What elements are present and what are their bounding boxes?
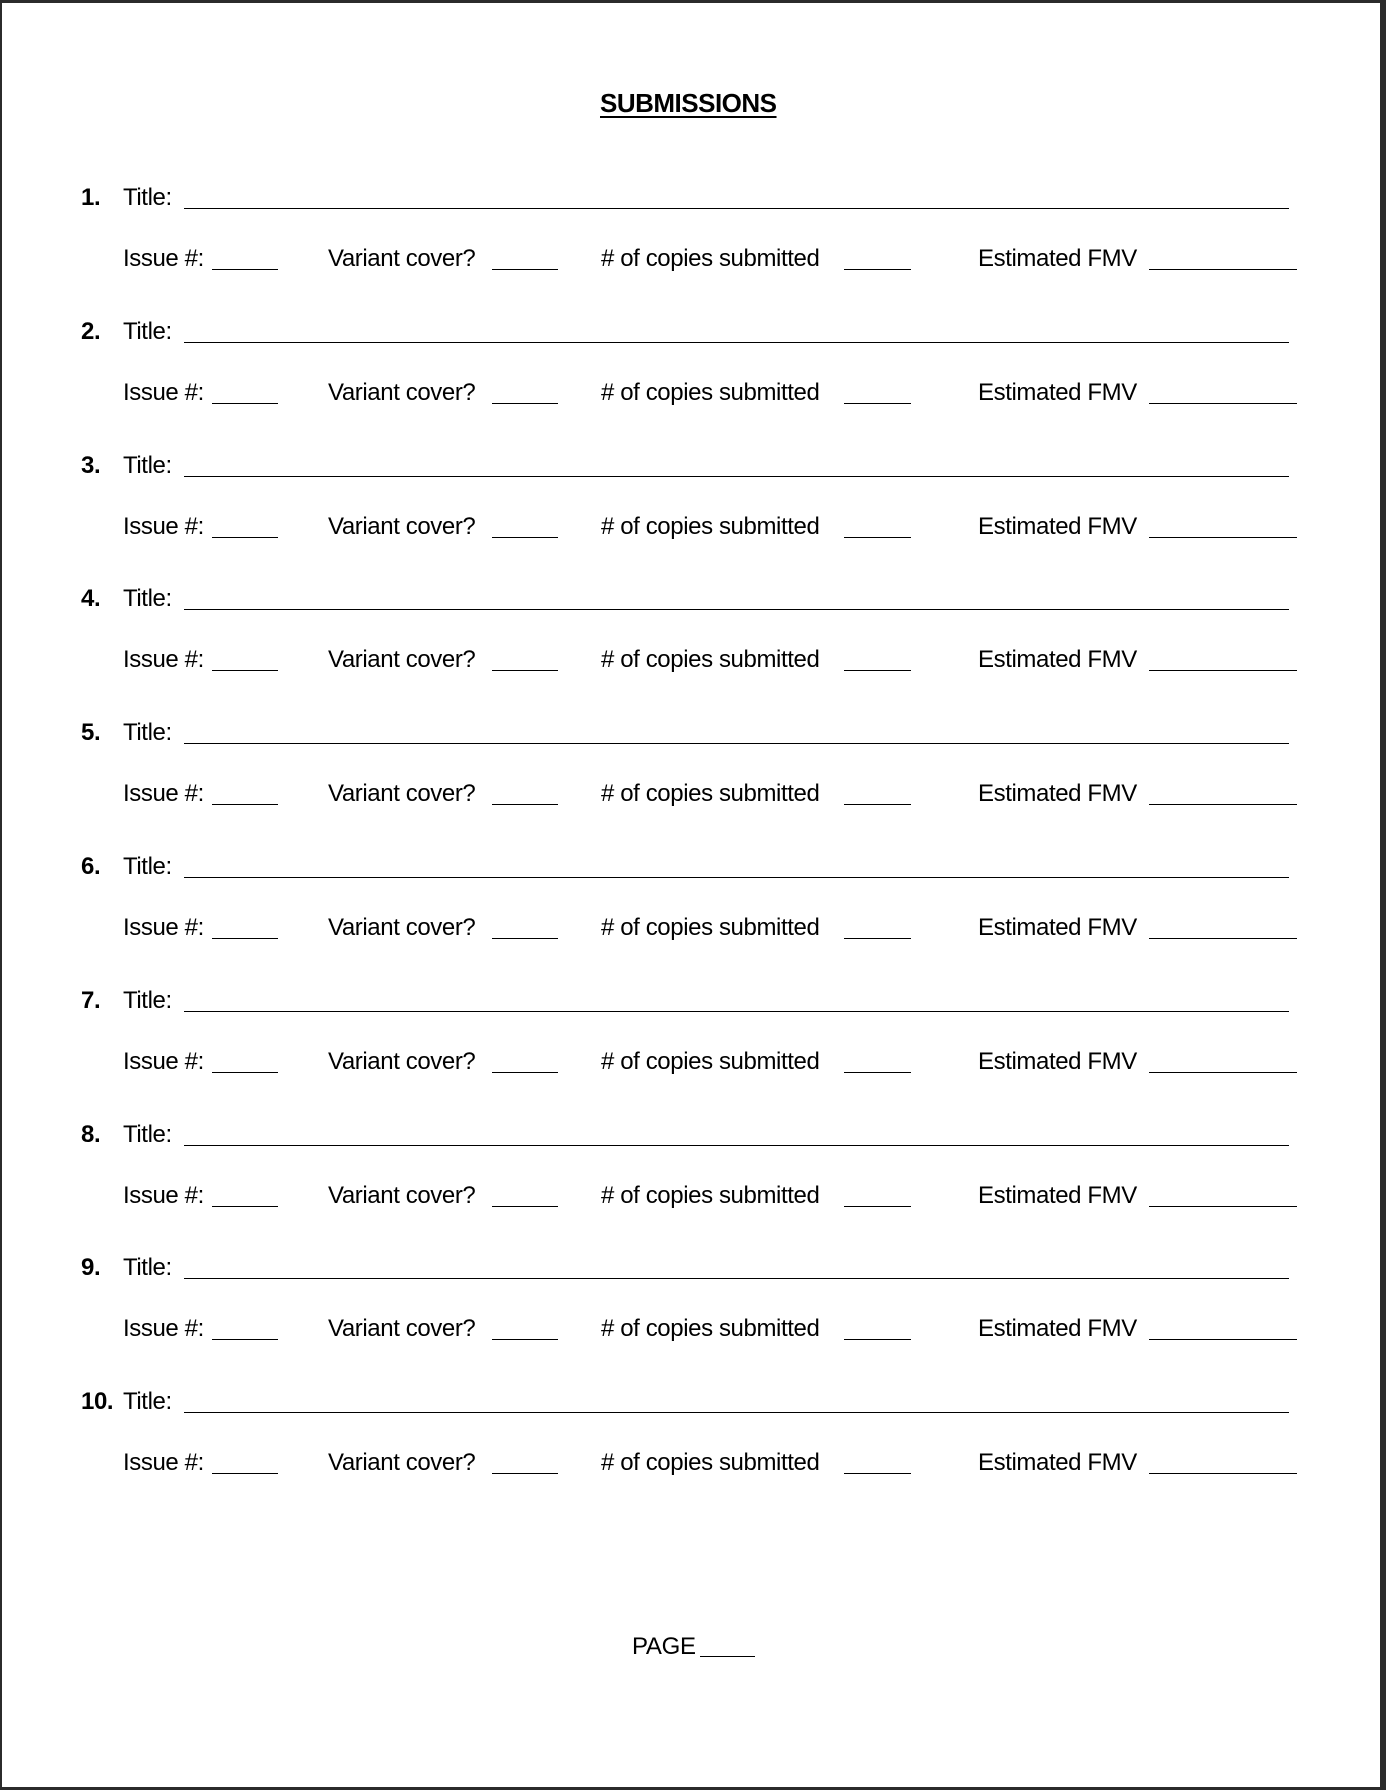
variant-label: Variant cover? [328, 914, 476, 941]
issue-field[interactable] [212, 403, 278, 404]
variant-label: Variant cover? [328, 1047, 476, 1075]
title-label: Title: [123, 1388, 172, 1416]
copies-label: # of copies submitted [601, 646, 820, 674]
variant-label: Variant cover? [328, 245, 476, 272]
page-title: SUBMISSIONS [600, 88, 777, 118]
fmv-label: Estimated FMV [978, 914, 1137, 941]
submission-item [0, 855, 1386, 989]
fmv-field[interactable] [1149, 670, 1297, 671]
copies-label: # of copies submitted [601, 780, 820, 808]
item-number: 10. [81, 1388, 114, 1416]
item-number: 4. [81, 585, 101, 613]
title-field[interactable] [184, 609, 1289, 610]
copies-field[interactable] [844, 1206, 911, 1207]
copies-label: # of copies submitted [601, 1449, 820, 1477]
copies-field[interactable] [844, 1072, 911, 1073]
fmv-field[interactable] [1149, 1072, 1297, 1073]
issue-field[interactable] [212, 804, 278, 805]
fmv-field[interactable] [1149, 938, 1297, 939]
issue-field[interactable] [212, 938, 278, 939]
copies-field[interactable] [844, 1473, 911, 1474]
title-field[interactable] [184, 1011, 1289, 1012]
fmv-field[interactable] [1149, 1473, 1297, 1474]
title-label: Title: [123, 853, 172, 880]
variant-field[interactable] [492, 1473, 558, 1474]
title-field[interactable] [184, 743, 1289, 744]
fmv-label: Estimated FMV [978, 1181, 1137, 1209]
issue-label: Issue #: [123, 1047, 204, 1075]
issue-label: Issue #: [123, 1181, 204, 1209]
title-label: Title: [123, 184, 172, 211]
fmv-label: Estimated FMV [978, 245, 1137, 272]
fmv-label: Estimated FMV [978, 1047, 1137, 1075]
issue-label: Issue #: [123, 646, 204, 674]
title-label: Title: [123, 1254, 172, 1282]
title-field[interactable] [184, 476, 1289, 477]
copies-label: # of copies submitted [601, 1315, 820, 1343]
variant-field[interactable] [492, 537, 558, 538]
copies-field[interactable] [844, 1339, 911, 1340]
fmv-field[interactable] [1149, 403, 1297, 404]
variant-label: Variant cover? [328, 1181, 476, 1209]
title-label: Title: [123, 317, 172, 345]
page-number-field[interactable] [700, 1656, 755, 1657]
fmv-field[interactable] [1149, 1206, 1297, 1207]
variant-field[interactable] [492, 403, 558, 404]
item-number: 2. [81, 317, 101, 345]
title-field[interactable] [184, 1145, 1289, 1146]
variant-field[interactable] [492, 1339, 558, 1340]
variant-label: Variant cover? [328, 378, 476, 406]
fmv-label: Estimated FMV [978, 512, 1137, 540]
fmv-field[interactable] [1149, 1339, 1297, 1340]
issue-label: Issue #: [123, 1315, 204, 1343]
submission-item [0, 1256, 1386, 1390]
item-number: 9. [81, 1254, 101, 1282]
fmv-label: Estimated FMV [978, 378, 1137, 406]
item-number: 7. [81, 986, 101, 1014]
issue-label: Issue #: [123, 378, 204, 406]
fmv-label: Estimated FMV [978, 646, 1137, 674]
issue-label: Issue #: [123, 512, 204, 540]
variant-field[interactable] [492, 670, 558, 671]
copies-field[interactable] [844, 804, 911, 805]
issue-field[interactable] [212, 1206, 278, 1207]
submission-item [0, 451, 1386, 588]
fmv-label: Estimated FMV [978, 1449, 1137, 1477]
variant-label: Variant cover? [328, 780, 476, 808]
item-number: 3. [81, 451, 101, 479]
variant-field[interactable] [492, 1072, 558, 1073]
copies-label: # of copies submitted [601, 245, 820, 272]
variant-label: Variant cover? [328, 646, 476, 674]
variant-label: Variant cover? [328, 1449, 476, 1477]
copies-field[interactable] [844, 938, 911, 939]
issue-field[interactable] [212, 1072, 278, 1073]
submission-item [0, 186, 1386, 320]
submission-item [0, 587, 1386, 721]
fmv-field[interactable] [1149, 269, 1297, 270]
issue-field[interactable] [212, 1473, 278, 1474]
issue-field[interactable] [212, 269, 278, 270]
copies-label: # of copies submitted [601, 378, 820, 406]
copies-label: # of copies submitted [601, 1047, 820, 1075]
issue-field[interactable] [212, 537, 278, 538]
item-number: 1. [81, 184, 101, 211]
copies-field[interactable] [844, 670, 911, 671]
title-label: Title: [123, 1120, 172, 1148]
copies-field[interactable] [844, 537, 911, 538]
variant-field[interactable] [492, 804, 558, 805]
title-field[interactable] [184, 342, 1289, 343]
fmv-label: Estimated FMV [978, 780, 1137, 808]
variant-field[interactable] [492, 269, 558, 270]
title-label: Title: [123, 451, 172, 479]
submission-item [0, 1120, 1386, 1257]
variant-label: Variant cover? [328, 1315, 476, 1343]
variant-field[interactable] [492, 938, 558, 939]
submission-item [0, 986, 1386, 1123]
submission-item [0, 721, 1386, 855]
submission-item [0, 1390, 1386, 1524]
submission-item [0, 317, 1386, 454]
issue-label: Issue #: [123, 245, 204, 272]
issue-label: Issue #: [123, 1449, 204, 1477]
copies-label: # of copies submitted [601, 512, 820, 540]
title-field[interactable] [184, 1412, 1289, 1413]
variant-label: Variant cover? [328, 512, 476, 540]
copies-label: # of copies submitted [601, 914, 820, 941]
issue-field[interactable] [212, 670, 278, 671]
fmv-field[interactable] [1149, 537, 1297, 538]
copies-label: # of copies submitted [601, 1181, 820, 1209]
issue-field[interactable] [212, 1339, 278, 1340]
item-number: 8. [81, 1120, 101, 1148]
copies-field[interactable] [844, 269, 911, 270]
issue-label: Issue #: [123, 780, 204, 808]
title-field[interactable] [184, 208, 1289, 209]
issue-label: Issue #: [123, 914, 204, 941]
item-number: 5. [81, 719, 101, 747]
title-label: Title: [123, 986, 172, 1014]
fmv-field[interactable] [1149, 804, 1297, 805]
title-label: Title: [123, 585, 172, 613]
variant-field[interactable] [492, 1206, 558, 1207]
item-number: 6. [81, 853, 101, 880]
fmv-label: Estimated FMV [978, 1315, 1137, 1343]
copies-field[interactable] [844, 403, 911, 404]
title-field[interactable] [184, 877, 1289, 878]
title-field[interactable] [184, 1278, 1289, 1279]
title-label: Title: [123, 719, 172, 747]
page-number-label: PAGE [632, 1633, 696, 1660]
